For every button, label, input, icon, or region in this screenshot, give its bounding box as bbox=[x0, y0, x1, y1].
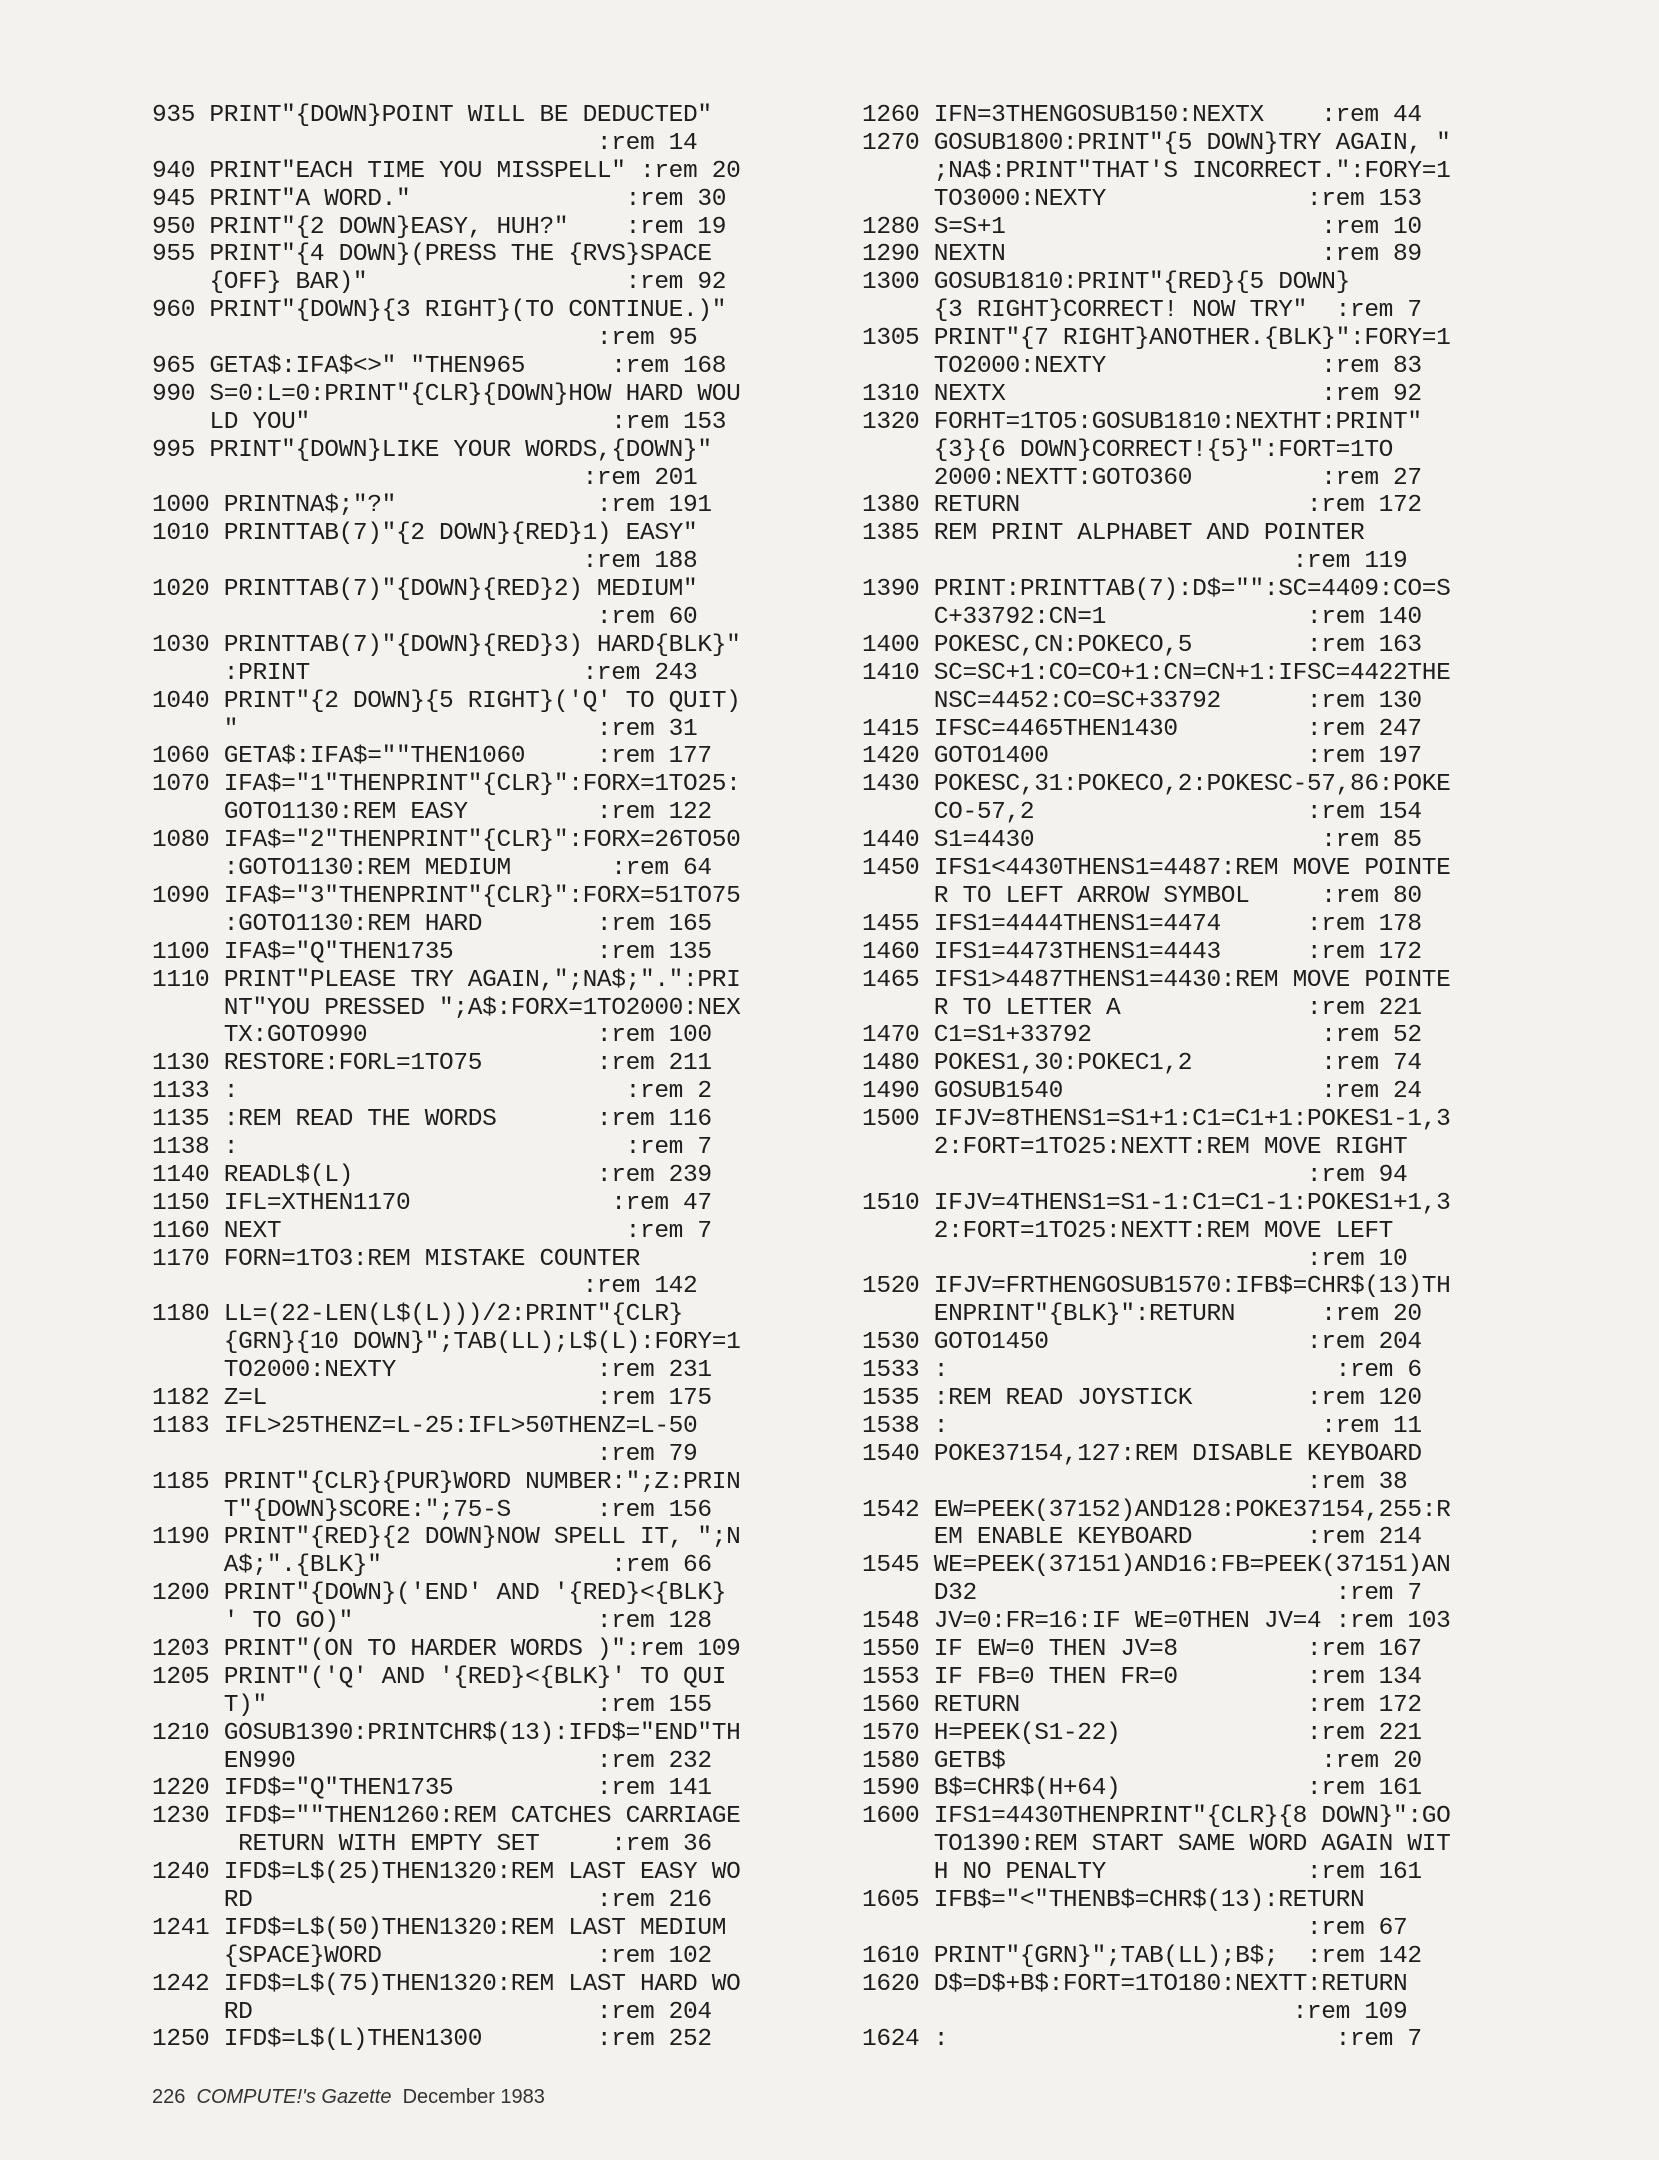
listing-line: 2000:NEXTT:GOTO360 :rem 27 bbox=[862, 464, 1422, 492]
listing-line: 1560 RETURN :rem 172 bbox=[862, 1691, 1422, 1719]
listing-line: 1070 IFA$="1"THENPRINT"{CLR}":FORX=1TO25: bbox=[152, 771, 741, 799]
listing-line: 1465 IFS1>4487THENS1=4430:REM MOVE POINTE bbox=[862, 966, 1451, 994]
listing-line: 1610 PRINT"{GRN}";TAB(LL);B$; :rem 142 bbox=[862, 1942, 1422, 1970]
listing-line: 1540 POKE37154,127:REM DISABLE KEYBOARD bbox=[862, 1440, 1422, 1468]
listing-line: 1553 IF FB=0 THEN FR=0 :rem 134 bbox=[862, 1663, 1422, 1691]
listing-line: EM ENABLE KEYBOARD :rem 214 bbox=[862, 1524, 1422, 1552]
listing-line: :rem 188 bbox=[152, 548, 698, 576]
listing-line: 1460 IFS1=4473THENS1=4443 :rem 172 bbox=[862, 938, 1422, 966]
listing-line: :rem 201 bbox=[152, 464, 698, 492]
listing-line: 1385 REM PRINT ALPHABET AND POINTER bbox=[862, 520, 1365, 548]
listing-line: 1570 H=PEEK(S1-22) :rem 221 bbox=[862, 1719, 1422, 1747]
listing-line: :GOTO1130:REM HARD :rem 165 bbox=[152, 910, 712, 938]
listing-line: RETURN WITH EMPTY SET :rem 36 bbox=[152, 1831, 712, 1859]
listing-line: 1250 IFD$=L$(L)THEN1300 :rem 252 bbox=[152, 2026, 712, 2054]
listing-line: 1624 : :rem 7 bbox=[862, 2026, 1422, 2054]
listing-line: 1170 FORN=1TO3:REM MISTAKE COUNTER bbox=[152, 1245, 640, 1273]
listing-line: LD YOU" :rem 153 bbox=[152, 408, 727, 436]
listing-line: 965 GETA$:IFA$<>" "THEN965 :rem 168 bbox=[152, 353, 727, 381]
listing-line: 1548 JV=0:FR=16:IF WE=0THEN JV=4 :rem 103 bbox=[862, 1608, 1451, 1636]
listing-line: :rem 142 bbox=[152, 1273, 698, 1301]
listing-line: {SPACE}WORD :rem 102 bbox=[152, 1942, 712, 1970]
listing-line: 1520 IFJV=FRTHENGOSUB1570:IFB$=CHR$(13)TH bbox=[862, 1273, 1451, 1301]
listing-line: R TO LETTER A :rem 221 bbox=[862, 994, 1422, 1022]
listing-line: R TO LEFT ARROW SYMBOL :rem 80 bbox=[862, 882, 1422, 910]
listing-line: 1538 : :rem 11 bbox=[862, 1412, 1422, 1440]
listing-line: 1500 IFJV=8THENS1=S1+1:C1=C1+1:POKES1-1,3 bbox=[862, 1106, 1451, 1134]
listing-line: T"{DOWN}SCORE:";75-S :rem 156 bbox=[152, 1496, 712, 1524]
listing-line: 1020 PRINTTAB(7)"{DOWN}{RED}2) MEDIUM" bbox=[152, 576, 698, 604]
listing-column-left bbox=[152, 102, 842, 2054]
listing-line: TO3000:NEXTY :rem 153 bbox=[862, 185, 1422, 213]
listing-line: 1182 Z=L :rem 175 bbox=[152, 1384, 712, 1412]
listing-line: 1605 IFB$="<"THENB$=CHR$(13):RETURN bbox=[862, 1887, 1365, 1914]
listing-line: 1310 NEXTX :rem 92 bbox=[862, 380, 1422, 408]
listing-line: TO2000:NEXTY :rem 231 bbox=[152, 1357, 712, 1385]
listing-line: 1270 GOSUB1800:PRINT"{5 DOWN}TRY AGAIN, " bbox=[862, 129, 1451, 157]
listing-line: 1620 D$=D$+B$:FORT=1TO180:NEXTT:RETURN bbox=[862, 1970, 1408, 1998]
listing-line: 1300 GOSUB1810:PRINT"{RED}{5 DOWN} bbox=[862, 269, 1350, 297]
listing-line: NT"YOU PRESSED ";A$:FORX=1TO2000:NEX bbox=[152, 994, 741, 1022]
listing-line: 1185 PRINT"{CLR}{PUR}WORD NUMBER:";Z:PRIN bbox=[152, 1468, 741, 1496]
listing-line: 1450 IFS1<4430THENS1=4487:REM MOVE POINTE bbox=[862, 855, 1451, 883]
listing-line: 1140 READL$(L) :rem 239 bbox=[152, 1161, 712, 1189]
listing-line: RD :rem 204 bbox=[152, 1998, 712, 2026]
listing-line: 1590 B$=CHR$(H+64) :rem 161 bbox=[862, 1775, 1422, 1803]
listing-line: 1100 IFA$="Q"THEN1735 :rem 135 bbox=[152, 938, 712, 966]
listing-line: TO1390:REM START SAME WORD AGAIN WIT bbox=[862, 1831, 1451, 1859]
listing-line: 1600 IFS1=4430THENPRINT"{CLR}{8 DOWN}":GO bbox=[862, 1803, 1451, 1831]
listing-line: 1203 PRINT"(ON TO HARDER WORDS )":rem 109 bbox=[152, 1635, 741, 1663]
listing-line: 1110 PRINT"PLEASE TRY AGAIN,";NA$;".":PRI bbox=[152, 966, 741, 994]
listing-line: 1400 POKESC,CN:POKECO,5 :rem 163 bbox=[862, 631, 1422, 659]
listing-line: 1130 RESTORE:FORL=1TO75 :rem 211 bbox=[152, 1050, 712, 1078]
listing-line: {GRN}{10 DOWN}";TAB(LL);L$(L):FORY=1 bbox=[152, 1329, 741, 1357]
listing-line: 1533 : :rem 6 bbox=[862, 1357, 1422, 1385]
listing-line: :rem 10 bbox=[862, 1245, 1408, 1273]
listing-line: :rem 95 bbox=[152, 325, 698, 353]
listing-line: 1010 PRINTTAB(7)"{2 DOWN}{RED}1) EASY" bbox=[152, 520, 698, 548]
listing-line: 1580 GETB$ :rem 20 bbox=[862, 1747, 1422, 1775]
listing-line: 1240 IFD$=L$(25)THEN1320:REM LAST EASY WO bbox=[152, 1859, 741, 1887]
listing-line: :rem 60 bbox=[152, 604, 698, 632]
listing-line: :rem 14 bbox=[152, 129, 698, 157]
listing-line: {OFF} BAR)" :rem 92 bbox=[152, 269, 727, 297]
page-number: 226 bbox=[152, 2086, 186, 2108]
listing-line: 935 PRINT"{DOWN}POINT WILL BE DEDUCTED" bbox=[152, 102, 712, 129]
listing-line: 2:FORT=1TO25:NEXTT:REM MOVE LEFT bbox=[862, 1217, 1394, 1245]
listing-line: D32 :rem 7 bbox=[862, 1580, 1422, 1608]
listing-line: 1220 IFD$="Q"THEN1735 :rem 141 bbox=[152, 1775, 712, 1803]
listing-line: 1535 :REM READ JOYSTICK :rem 120 bbox=[862, 1384, 1422, 1412]
listing-line: :rem 109 bbox=[862, 1998, 1408, 2026]
magazine-title: COMPUTE!'s Gazette bbox=[196, 2086, 392, 2108]
listing-line: NSC=4452:CO=SC+33792 :rem 130 bbox=[862, 687, 1422, 715]
listing-line: H NO PENALTY :rem 161 bbox=[862, 1859, 1422, 1887]
issue-date: December 1983 bbox=[402, 2086, 545, 2108]
listing-line: 1455 IFS1=4444THENS1=4474 :rem 178 bbox=[862, 910, 1422, 938]
listing-line: 1135 :REM READ THE WORDS :rem 116 bbox=[152, 1106, 712, 1134]
listing-line: 1060 GETA$:IFA$=""THEN1060 :rem 177 bbox=[152, 743, 712, 771]
listing-line: 1230 IFD$=""THEN1260:REM CATCHES CARRIAGE bbox=[152, 1803, 741, 1831]
listing-line: 945 PRINT"A WORD." :rem 30 bbox=[152, 185, 727, 213]
listing-line: 1133 : :rem 2 bbox=[152, 1078, 712, 1106]
listing-line: 1241 IFD$=L$(50)THEN1320:REM LAST MEDIUM bbox=[152, 1914, 727, 1942]
listing-line: 1530 GOTO1450 :rem 204 bbox=[862, 1329, 1422, 1357]
listing-line: 1183 IFL>25THENZ=L-25:IFL>50THENZ=L-50 bbox=[152, 1412, 698, 1440]
listing-line: 1510 IFJV=4THENS1=S1-1:C1=C1-1:POKES1+1,3 bbox=[862, 1189, 1451, 1217]
listing-line: " :rem 31 bbox=[152, 715, 698, 743]
listing-line: EN990 :rem 232 bbox=[152, 1747, 712, 1775]
listing-line: 1470 C1=S1+33792 :rem 52 bbox=[862, 1022, 1422, 1050]
listing-line: 1000 PRINTNA$;"?" :rem 191 bbox=[152, 492, 712, 520]
listing-line: GOTO1130:REM EASY :rem 122 bbox=[152, 799, 712, 827]
listing-line: 990 S=0:L=0:PRINT"{CLR}{DOWN}HOW HARD WOU bbox=[152, 380, 741, 408]
listing-line: 1410 SC=SC+1:CO=CO+1:CN=CN+1:IFSC=4422THE bbox=[862, 659, 1451, 687]
listing-line: :GOTO1130:REM MEDIUM :rem 64 bbox=[152, 855, 712, 883]
listing-line: 1542 EW=PEEK(37152)AND128:POKE37154,255:R bbox=[862, 1496, 1451, 1524]
listing-line: 960 PRINT"{DOWN}{3 RIGHT}(TO CONTINUE.)" bbox=[152, 297, 727, 325]
listing-line: 1242 IFD$=L$(75)THEN1320:REM LAST HARD WO bbox=[152, 1970, 741, 1998]
listing-line: ;NA$:PRINT"THAT'S INCORRECT.":FORY=1 bbox=[862, 157, 1451, 185]
listing-line: 1290 NEXTN :rem 89 bbox=[862, 241, 1422, 269]
listing-line: 1280 S=S+1 :rem 10 bbox=[862, 213, 1422, 241]
listing-line: 1490 GOSUB1540 :rem 24 bbox=[862, 1078, 1422, 1106]
listing-line: 1210 GOSUB1390:PRINTCHR$(13):IFD$="END"TH bbox=[152, 1719, 741, 1747]
listing-line: 1440 S1=4430 :rem 85 bbox=[862, 827, 1422, 855]
listing-line: :rem 79 bbox=[152, 1440, 698, 1468]
listing-line: 2:FORT=1TO25:NEXTT:REM MOVE RIGHT bbox=[862, 1133, 1408, 1161]
listing-line: 1320 FORHT=1TO5:GOSUB1810:NEXTHT:PRINT" bbox=[862, 408, 1422, 436]
listing-line: 1180 LL=(22-LEN(L$(L)))/2:PRINT"{CLR} bbox=[152, 1301, 684, 1329]
listing-line: 1160 NEXT :rem 7 bbox=[152, 1217, 712, 1245]
listing-line: 995 PRINT"{DOWN}LIKE YOUR WORDS,{DOWN}" bbox=[152, 436, 712, 464]
listing-line: C+33792:CN=1 :rem 140 bbox=[862, 604, 1422, 632]
listing-line: 1430 POKESC,31:POKECO,2:POKESC-57,86:POKE bbox=[862, 771, 1451, 799]
listing-line: 1420 GOTO1400 :rem 197 bbox=[862, 743, 1422, 771]
listing-line: 955 PRINT"{4 DOWN}(PRESS THE {RVS}SPACE bbox=[152, 241, 712, 269]
listing-line: 1415 IFSC=4465THEN1430 :rem 247 bbox=[862, 715, 1422, 743]
listing-line: 1080 IFA$="2"THENPRINT"{CLR}":FORX=26TO50 bbox=[152, 827, 741, 855]
listing-line: {3 RIGHT}CORRECT! NOW TRY" :rem 7 bbox=[862, 297, 1422, 325]
listing-line: :rem 119 bbox=[862, 548, 1408, 576]
listing-line: ' TO GO)" :rem 128 bbox=[152, 1608, 712, 1636]
listing-line: 1205 PRINT"('Q' AND '{RED}<{BLK}' TO QUI bbox=[152, 1663, 727, 1691]
listing-line: 1030 PRINTTAB(7)"{DOWN}{RED}3) HARD{BLK}" bbox=[152, 631, 741, 659]
listing-line: ENPRINT"{BLK}":RETURN :rem 20 bbox=[862, 1301, 1422, 1329]
listing-line: 1545 WE=PEEK(37151)AND16:FB=PEEK(37151)AN bbox=[862, 1552, 1451, 1580]
listing-line: 1150 IFL=XTHEN1170 :rem 47 bbox=[152, 1189, 712, 1217]
listing-line: 940 PRINT"EACH TIME YOU MISSPELL" :rem 20 bbox=[152, 157, 741, 185]
listing-line: 1040 PRINT"{2 DOWN}{5 RIGHT}('Q' TO QUIT) bbox=[152, 687, 741, 715]
listing-line: :rem 38 bbox=[862, 1468, 1408, 1496]
listing-line: {3}{6 DOWN}CORRECT!{5}":FORT=1TO bbox=[862, 436, 1394, 464]
listing-line: 1190 PRINT"{RED}{2 DOWN}NOW SPELL IT, ";N bbox=[152, 1524, 741, 1552]
listing-line: 1390 PRINT:PRINTTAB(7):D$="":SC=4409:CO=S bbox=[862, 576, 1451, 604]
listing-line: T)" :rem 155 bbox=[152, 1691, 712, 1719]
listing-line: 1200 PRINT"{DOWN}('END' AND '{RED}<{BLK} bbox=[152, 1580, 727, 1608]
listing-line: :rem 67 bbox=[862, 1914, 1408, 1942]
listing-line: CO-57,2 :rem 154 bbox=[862, 799, 1422, 827]
listing-line: 1550 IF EW=0 THEN JV=8 :rem 167 bbox=[862, 1635, 1422, 1663]
listing-line: A$;".{BLK}" :rem 66 bbox=[152, 1552, 712, 1580]
listing-line: 1260 IFN=3THENGOSUB150:NEXTX :rem 44 bbox=[862, 102, 1422, 129]
listing-line: 1480 POKES1,30:POKEC1,2 :rem 74 bbox=[862, 1050, 1422, 1078]
listing-line: :PRINT :rem 243 bbox=[152, 659, 698, 687]
listing-line: 1305 PRINT"{7 RIGHT}ANOTHER.{BLK}":FORY=1 bbox=[862, 325, 1451, 353]
listing-line: TX:GOTO990 :rem 100 bbox=[152, 1022, 712, 1050]
listing-line: 1090 IFA$="3"THENPRINT"{CLR}":FORX=51TO75 bbox=[152, 882, 741, 910]
listing-line: 1138 : :rem 7 bbox=[152, 1133, 712, 1161]
listing-line: RD :rem 216 bbox=[152, 1887, 712, 1914]
listing-line: :rem 94 bbox=[862, 1161, 1408, 1189]
listing-line: TO2000:NEXTY :rem 83 bbox=[862, 353, 1422, 381]
listing-line: 950 PRINT"{2 DOWN}EASY, HUH?" :rem 19 bbox=[152, 213, 727, 241]
page-footer bbox=[152, 2086, 545, 2109]
listing-column-right bbox=[862, 102, 1552, 2054]
listing-line: 1380 RETURN :rem 172 bbox=[862, 492, 1422, 520]
